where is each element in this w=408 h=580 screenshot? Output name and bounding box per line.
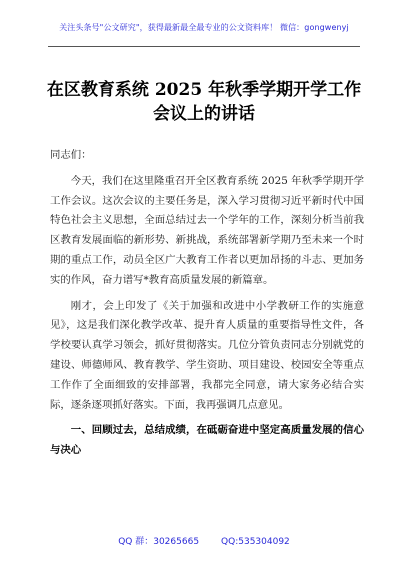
paragraph: 刚才，会上印发了《关于加强和改进中小学教研工作的实施意见》，这是我们深化教学改革、提升育人质量的重要指导性文件，各学校要认真学习领会，抓好贯彻落实。几位分管负责同志分别就党的建设、师德师风、教育教学、学生资助、项目建设、校园安全等重点工作作了全面细致的安排部署，我都完全同意，请大家务必结合实际，逐条逐项抓好落实。下面，我再强调几点意见。 [50,299,364,411]
footer-contact [0,534,408,547]
paragraph: 今天，我们在这里隆重召开全区教育系统 2025 年秋季学期开学工作会议。这次会议的主要任务是，深入学习贯彻习近平新时代中国特色社会主义思想，全面总结过去一个学年的工作，深刻分析当前我区教育发展面临的新形势、新挑战，系统部署新学期乃至未来一个时期的重点工作，动员全区广大教育工作者以更加昂扬的斗志、更加务实的作风，奋力谱写*教育高质量发展的新篇章。 [50,174,364,286]
section-heading: 一、回顾过去，总结成绩，在砥砺奋进中坚定高质量发展的信心与决心 [50,424,364,457]
footer-qq-group: QQ 群：30265665 [118,537,200,547]
title-line-1: 在区教育系统 2025 年秋季学期开学工作 [46,80,362,100]
header-banner: 关注头条号"公文研究"，获得最新最全最专业的公文资料库！ 微信：gongwenyj [59,23,349,32]
header-divider [48,46,360,47]
title-line-2: 会议上的讲话 [153,104,255,124]
document-body [50,146,364,461]
page-title [30,78,378,126]
footer-qq-number: QQ:535304092 [221,537,290,547]
salutation: 同志们： [50,149,92,161]
